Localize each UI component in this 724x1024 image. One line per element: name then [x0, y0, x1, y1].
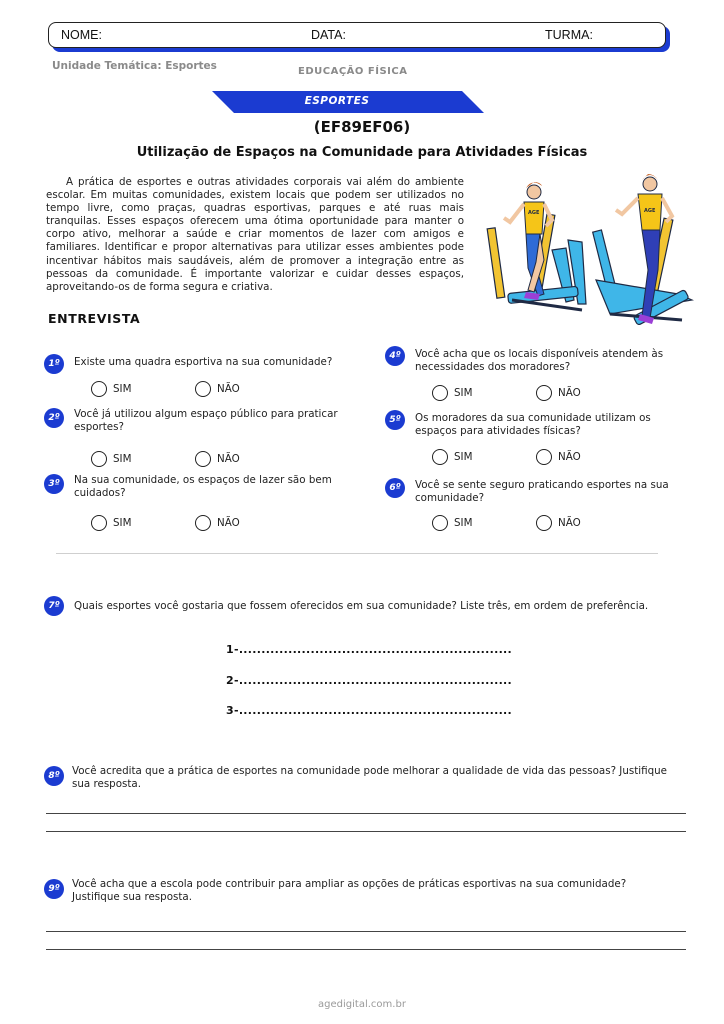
radio-circle-icon[interactable] [536, 385, 552, 401]
answer-writing-line[interactable] [46, 813, 686, 814]
question-5-number: 5º [385, 410, 405, 430]
question-7-text: Quais esportes você gostaria que fossem oferecidos em sua comunidade? Liste três, em ordem de preferência. [74, 600, 649, 612]
interview-title: ENTREVISTA [48, 311, 141, 326]
class-label: TURMA: [545, 28, 593, 42]
shirt-text-left: AGE [528, 210, 540, 216]
shirt-text-right: AGE [644, 208, 656, 214]
student-header [48, 22, 666, 48]
question-9-text: Você acha que a escola pode contribuir para ampliar as opções de práticas esportivas na sua comunidade? Justifique sua resposta. [72, 878, 627, 903]
question-7-number: 7º [44, 596, 64, 616]
radio-circle-icon[interactable] [432, 515, 448, 531]
answer-writing-line[interactable] [46, 831, 686, 832]
answer-line-3[interactable]: 3-............................................................. [226, 704, 513, 717]
radio-circle-icon[interactable] [91, 451, 107, 467]
banner-label: ESPORTES [304, 95, 370, 107]
question-3-text: Na sua comunidade, os espaços de lazer são bem cuidados? [74, 474, 332, 499]
page-title: Utilização de Espaços na Comunidade para Atividades Físicas [136, 145, 588, 160]
radio-circle-icon[interactable] [91, 515, 107, 531]
question-8-text: Você acredita que a prática de esportes na comunidade pode melhorar a qualidade de vida das pessoas? Justifique sua resposta. [72, 765, 668, 790]
answer-line-2[interactable]: 2-............................................................. [226, 674, 513, 687]
section-divider [56, 553, 658, 554]
question-5-text: Os moradores da sua comunidade utilizam os espaços para atividades físicas? [415, 412, 651, 437]
subject-label: EDUCAÇÃO FÍSICA [298, 66, 408, 77]
question-6-number: 6º [385, 478, 405, 498]
radio-circle-icon[interactable] [195, 381, 211, 397]
question-8-number: 8º [44, 766, 64, 786]
radio-circle-icon[interactable] [536, 515, 552, 531]
date-label: DATA: [311, 28, 346, 42]
intro-paragraph: A prática de esportes e outras atividades corporais vai além do ambiente escolar. Em muitas comunidades, existem locais que podem ser utilizados no tempo livre, como praças, quadras esportivas, parques e até ruas mais tranquilas. Esses espaços oferecem uma ótima oportunidade para manter o corpo ativo, melhorar a saúde e criar momentos de lazer com amigos e familiares. Identificar e propor alternativas para utilizar esses ambientes pode incentivar hábitos mais saudáveis, além de promover a integração entre as pessoas da comunidade. É importante valorizar e cuidar desses espaços, aproveitando-os de forma segura e criativa. [46, 176, 464, 293]
question-2-number: 2º [44, 408, 64, 428]
answer-writing-line[interactable] [46, 949, 686, 950]
radio-circle-icon[interactable] [536, 449, 552, 465]
question-4-text: Você acha que os locais disponíveis atendem às necessidades dos moradores? [415, 348, 664, 373]
question-6-text: Você se sente seguro praticando esportes na sua comunidade? [415, 479, 669, 504]
question-2-text: Você já utilizou algum espaço público para praticar esportes? [74, 408, 338, 433]
name-label: NOME: [61, 28, 102, 42]
question-1-number: 1º [44, 354, 64, 374]
elliptical-illustration [482, 170, 694, 336]
question-9-number: 9º [44, 879, 64, 899]
radio-circle-icon[interactable] [432, 385, 448, 401]
footer-site: agedigital.com.br [318, 999, 406, 1010]
radio-circle-icon[interactable] [195, 515, 211, 531]
skill-code: (EF89EF06) [313, 118, 411, 136]
radio-circle-icon[interactable] [195, 451, 211, 467]
radio-circle-icon[interactable] [91, 381, 107, 397]
unit-label: Unidade Temática: Esportes [52, 60, 217, 72]
question-3-number: 3º [44, 474, 64, 494]
answer-line-1[interactable]: 1-............................................................. [226, 643, 513, 656]
question-4-number: 4º [385, 346, 405, 366]
question-1-text: Existe uma quadra esportiva na sua comunidade? [74, 356, 333, 368]
radio-circle-icon[interactable] [432, 449, 448, 465]
answer-writing-line[interactable] [46, 931, 686, 932]
